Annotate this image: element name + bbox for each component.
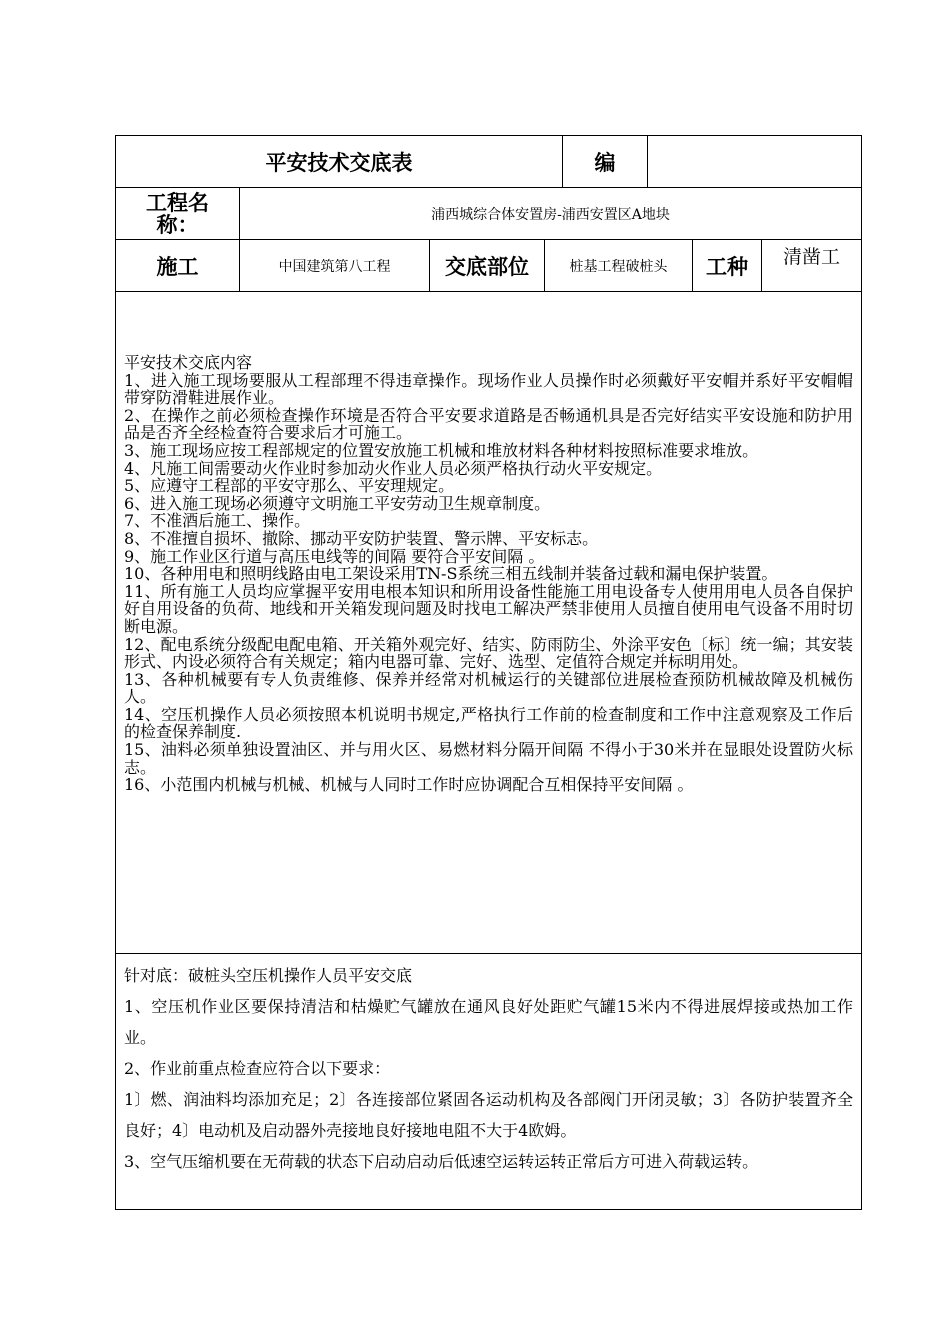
- content-item: 2、在操作之前必须检查操作环境是否符合平安要求道路是否畅通机具是否完好结实平安设施和防护用品是否齐全经检查符合要求后才可施工。: [124, 405, 853, 443]
- safety-briefing-form: [115, 135, 862, 1210]
- content-item: 7、不准酒后施工、操作。: [124, 511, 311, 531]
- code-value: [648, 136, 861, 187]
- content-block: [124, 354, 853, 794]
- content-item: 1、进入施工现场要服从工程部理不得违章操作。现场作业人员操作时必须戴好平安帽并系好平安帽帽带穿防滑鞋进展作业。: [124, 370, 853, 408]
- focus-heading: 针对底：破桩头空压机操作人员平安交底: [124, 966, 413, 985]
- content-item: 16、小范围内机械与机械、机械与人同时工作时应协调配合互相保持平安间隔 。: [124, 775, 694, 795]
- info-row: [116, 240, 861, 292]
- content-row: [116, 292, 861, 954]
- content-item: 6、进入施工现场必须遵守文明施工平安劳动卫生规章制度。: [124, 493, 551, 513]
- construction-label: 施工: [116, 240, 240, 291]
- project-value: 浦西城综合体安置房-浦西安置区A地块: [431, 206, 670, 223]
- content-item: 13、各种机械要有专人负责维修、保养并经常对机械运行的关键部位进展检查预防机械故障及机械伤人。: [124, 669, 853, 707]
- content-item: 4、凡施工间需要动火作业时参加动火作业人员必须严格执行动火平安规定。: [124, 458, 663, 478]
- focus-item: 3、空气压缩机要在无荷载的状态下启动启动后低速空运转运转正常后方可进入荷载运转。: [124, 1152, 759, 1171]
- trade-value: 清凿工: [782, 246, 840, 268]
- construction-value: 中国建筑第八工程: [240, 240, 430, 291]
- content-item: 10、各种用电和照明线路由电工架设采用TN-S系统三相五线制并装备过载和漏电保护装置。: [124, 564, 778, 584]
- content-item: 11、所有施工人员均应掌握平安用电根本知识和所用设备性能施工用电设备专人使用用电人员各自保护好自用设备的负荷、地线和开关箱发现问题及时找电工解决严禁非使用人员擅自使用电气设备不用时切断电源。: [124, 581, 853, 636]
- content-item: 9、施工作业区行道与高压电线等的间隔 要符合平安间隔 。: [124, 546, 545, 566]
- content-item: 5、应遵守工程部的平安守那么、平安理规定。: [124, 476, 455, 496]
- project-row: [116, 188, 861, 240]
- project-label: 工程名称：: [116, 188, 240, 239]
- content-item: 15、油料必须单独设置油区、并与用火区、易燃材料分隔开间隔 不得小于30米并在显眼处设置防火标志。: [124, 740, 853, 777]
- form-title: 平安技术交底表: [116, 136, 563, 187]
- focus-block: [124, 960, 853, 1177]
- code-label: 编: [563, 136, 648, 187]
- content-item: 12、配电系统分级配电配电箱、开关箱外观完好、结实、防雨防尘、外涂平安色〔标〕统一编；其安装形式、内设必须符合有关规定；箱内电器可靠、完好、选型、定值符合规定并标明用处。: [124, 634, 853, 672]
- focus-item: 1、空压机作业区要保持清洁和枯燥贮气罐放在通风良好处距贮气罐15米内不得进展焊接或热加工作业。: [124, 997, 853, 1047]
- part-label: 交底部位: [430, 240, 545, 291]
- focus-item: 2、作业前重点检查应符合以下要求：: [124, 1059, 391, 1078]
- title-row: [116, 136, 861, 188]
- focus-item: 1〕燃、润油料均添加充足；2〕各连接部位紧固各运动机构及各部阀门开闭灵敏；3〕各防护装置齐全良好；4〕电动机及启动器外壳接地良好接地电阻不大于4欧姆。: [124, 1090, 853, 1140]
- content-item: 8、不准擅自损坏、撤除、挪动平安防护装置、警示牌、平安标志。: [124, 528, 599, 548]
- focus-row: [116, 954, 861, 1209]
- content-item: 3、施工现场应按工程部规定的位置安放施工机械和堆放材料各种材料按照标准要求堆放。: [124, 440, 759, 460]
- content-item: 14、空压机操作人员必须按照本机说明书规定,严格执行工作前的检查制度和工作中注意观察及工作后的检查保养制度.: [124, 704, 853, 742]
- content-heading: 平安技术交底内容: [124, 353, 253, 372]
- trade-label: 工种: [693, 240, 762, 291]
- part-value: 桩基工程破桩头: [545, 240, 693, 291]
